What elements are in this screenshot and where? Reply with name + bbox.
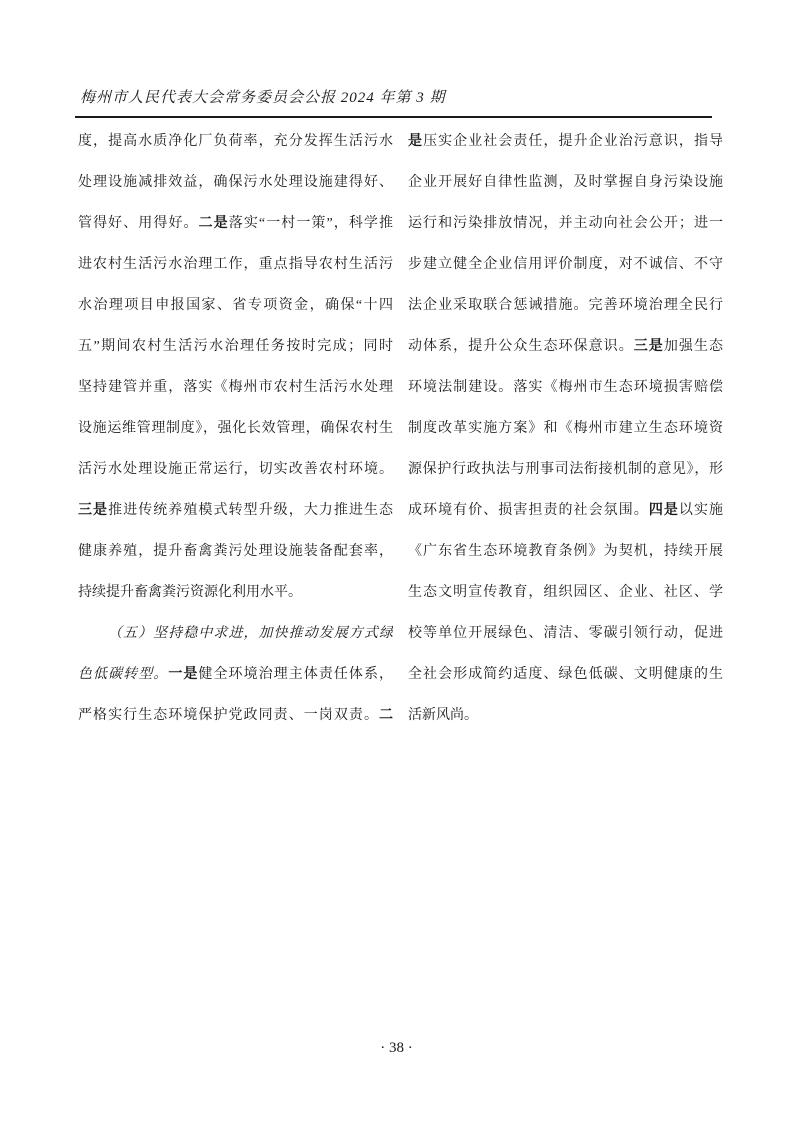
text-line [408, 326, 723, 367]
text-segment: 色低碳转型。 [78, 667, 169, 682]
text-segment: 成环境有价、损害担责的社会氛围。 [408, 503, 649, 518]
text-segment: 活污水处理设施正常运行，切实改善农村环境。 [78, 462, 393, 477]
text-segment: 四是 [648, 503, 679, 518]
text-line [408, 531, 723, 572]
text-segment: 设施运维管理制度》，强化长效管理，确保农村生 [78, 421, 393, 436]
text-line [78, 490, 393, 531]
text-line [408, 490, 723, 531]
text-segment: 二 [379, 708, 393, 723]
text-segment: 环境法制建设。落实《梅州市生态环境损害赔偿 [408, 380, 723, 395]
text-segment: 步建立健全企业信用评价制度，对不诚信、不守 [408, 257, 723, 272]
text-segment: 压实企业社会责任，提升企业治污意识，指导 [423, 134, 723, 149]
text-line [78, 654, 393, 695]
text-segment: 三是 [633, 339, 664, 354]
text-line [78, 203, 393, 244]
text-line [78, 695, 393, 736]
text-segment: 管得好、用得好。 [78, 216, 199, 231]
text-segment: （五）坚持稳中求进，加快推动发展方式绿 [108, 626, 393, 641]
text-line [408, 449, 723, 490]
text-segment: 健康养殖，提升畜禽粪污处理设施装备配套率， [78, 544, 393, 559]
text-segment: 二是 [198, 216, 229, 231]
text-line [408, 285, 723, 326]
text-column-left [78, 121, 393, 736]
text-line [408, 367, 723, 408]
text-line [408, 654, 723, 695]
text-segment: 法企业采取联合惩诫措施。完善环境治理全民行 [408, 298, 723, 313]
text-segment: 校等单位开展绿色、清洁、零碳引领行动，促进 [408, 626, 723, 641]
text-segment: 动体系，提升公众生态环保意识。 [408, 339, 634, 354]
text-line [408, 162, 723, 203]
text-segment: 运行和污染排放情况，并主动向社会公开；进一 [408, 216, 723, 231]
text-segment: 活新风尚。 [408, 708, 478, 723]
text-line [78, 285, 393, 326]
text-segment: 五”期间农村生活污水治理任务按时完成；同时 [78, 339, 393, 354]
text-segment: 生态文明宣传教育，组织园区、企业、社区、学 [408, 585, 723, 600]
text-segment: 三是 [78, 503, 109, 518]
text-segment: 进农村生活污水治理工作，重点指导农村生活污 [78, 257, 393, 272]
text-line [408, 244, 723, 285]
text-segment: 水治理项目申报国家、省专项资金，确保“十四 [78, 298, 393, 313]
text-segment: 是 [408, 134, 424, 149]
text-line [78, 408, 393, 449]
text-segment: 持续提升畜禽粪污资源化利用水平。 [78, 585, 302, 600]
text-segment: 坚持建管并重，落实《梅州市农村生活污水处理 [78, 380, 393, 395]
text-segment: 度，提高水质净化厂负荷率，充分发挥生活污水 [78, 134, 393, 149]
text-segment: 一是 [168, 667, 199, 682]
text-line [408, 695, 723, 736]
text-segment: 全社会形成简约适度、绿色低碳、文明健康的生 [408, 667, 723, 682]
text-segment: 加强生态 [663, 339, 723, 354]
text-line [408, 408, 723, 449]
text-line [78, 572, 393, 613]
text-line [78, 244, 393, 285]
text-segment: 《广东省生态环境教育条例》为契机，持续开展 [408, 544, 723, 559]
page-number: · 38 · [380, 1040, 413, 1056]
text-line [78, 162, 393, 203]
text-line [408, 203, 723, 244]
header-divider [75, 116, 712, 118]
text-segment: 制度改革实施方案》和《梅州市建立生态环境资 [408, 421, 723, 436]
text-segment: 落实“一村一策”，科学推 [228, 216, 393, 231]
text-segment: 严格实行生态环境保护党政同责、一岗双责。 [78, 708, 379, 723]
text-line [408, 613, 723, 654]
text-segment: 推进传统养殖模式转型升级，大力推进生态 [108, 503, 393, 518]
text-line [78, 121, 393, 162]
text-segment: 健全环境治理主体责任体系， [198, 667, 393, 682]
text-line [78, 367, 393, 408]
text-line [78, 326, 393, 367]
text-line [408, 572, 723, 613]
text-line [78, 613, 393, 654]
text-line [78, 449, 393, 490]
text-line [78, 531, 393, 572]
text-segment: 源保护行政执法与刑事司法衔接机制的意见》，形 [408, 462, 723, 477]
text-segment: 处理设施减排效益，确保污水处理设施建得好、 [78, 175, 393, 190]
text-segment: 以实施 [678, 503, 723, 518]
text-segment: 企业开展好自律性监测，及时掌握自身污染设施 [408, 175, 723, 190]
text-line [408, 121, 723, 162]
page-header: 梅州市人民代表大会常务委员会公报 2024 年第 3 期 [80, 90, 446, 106]
text-column-right [408, 121, 723, 736]
